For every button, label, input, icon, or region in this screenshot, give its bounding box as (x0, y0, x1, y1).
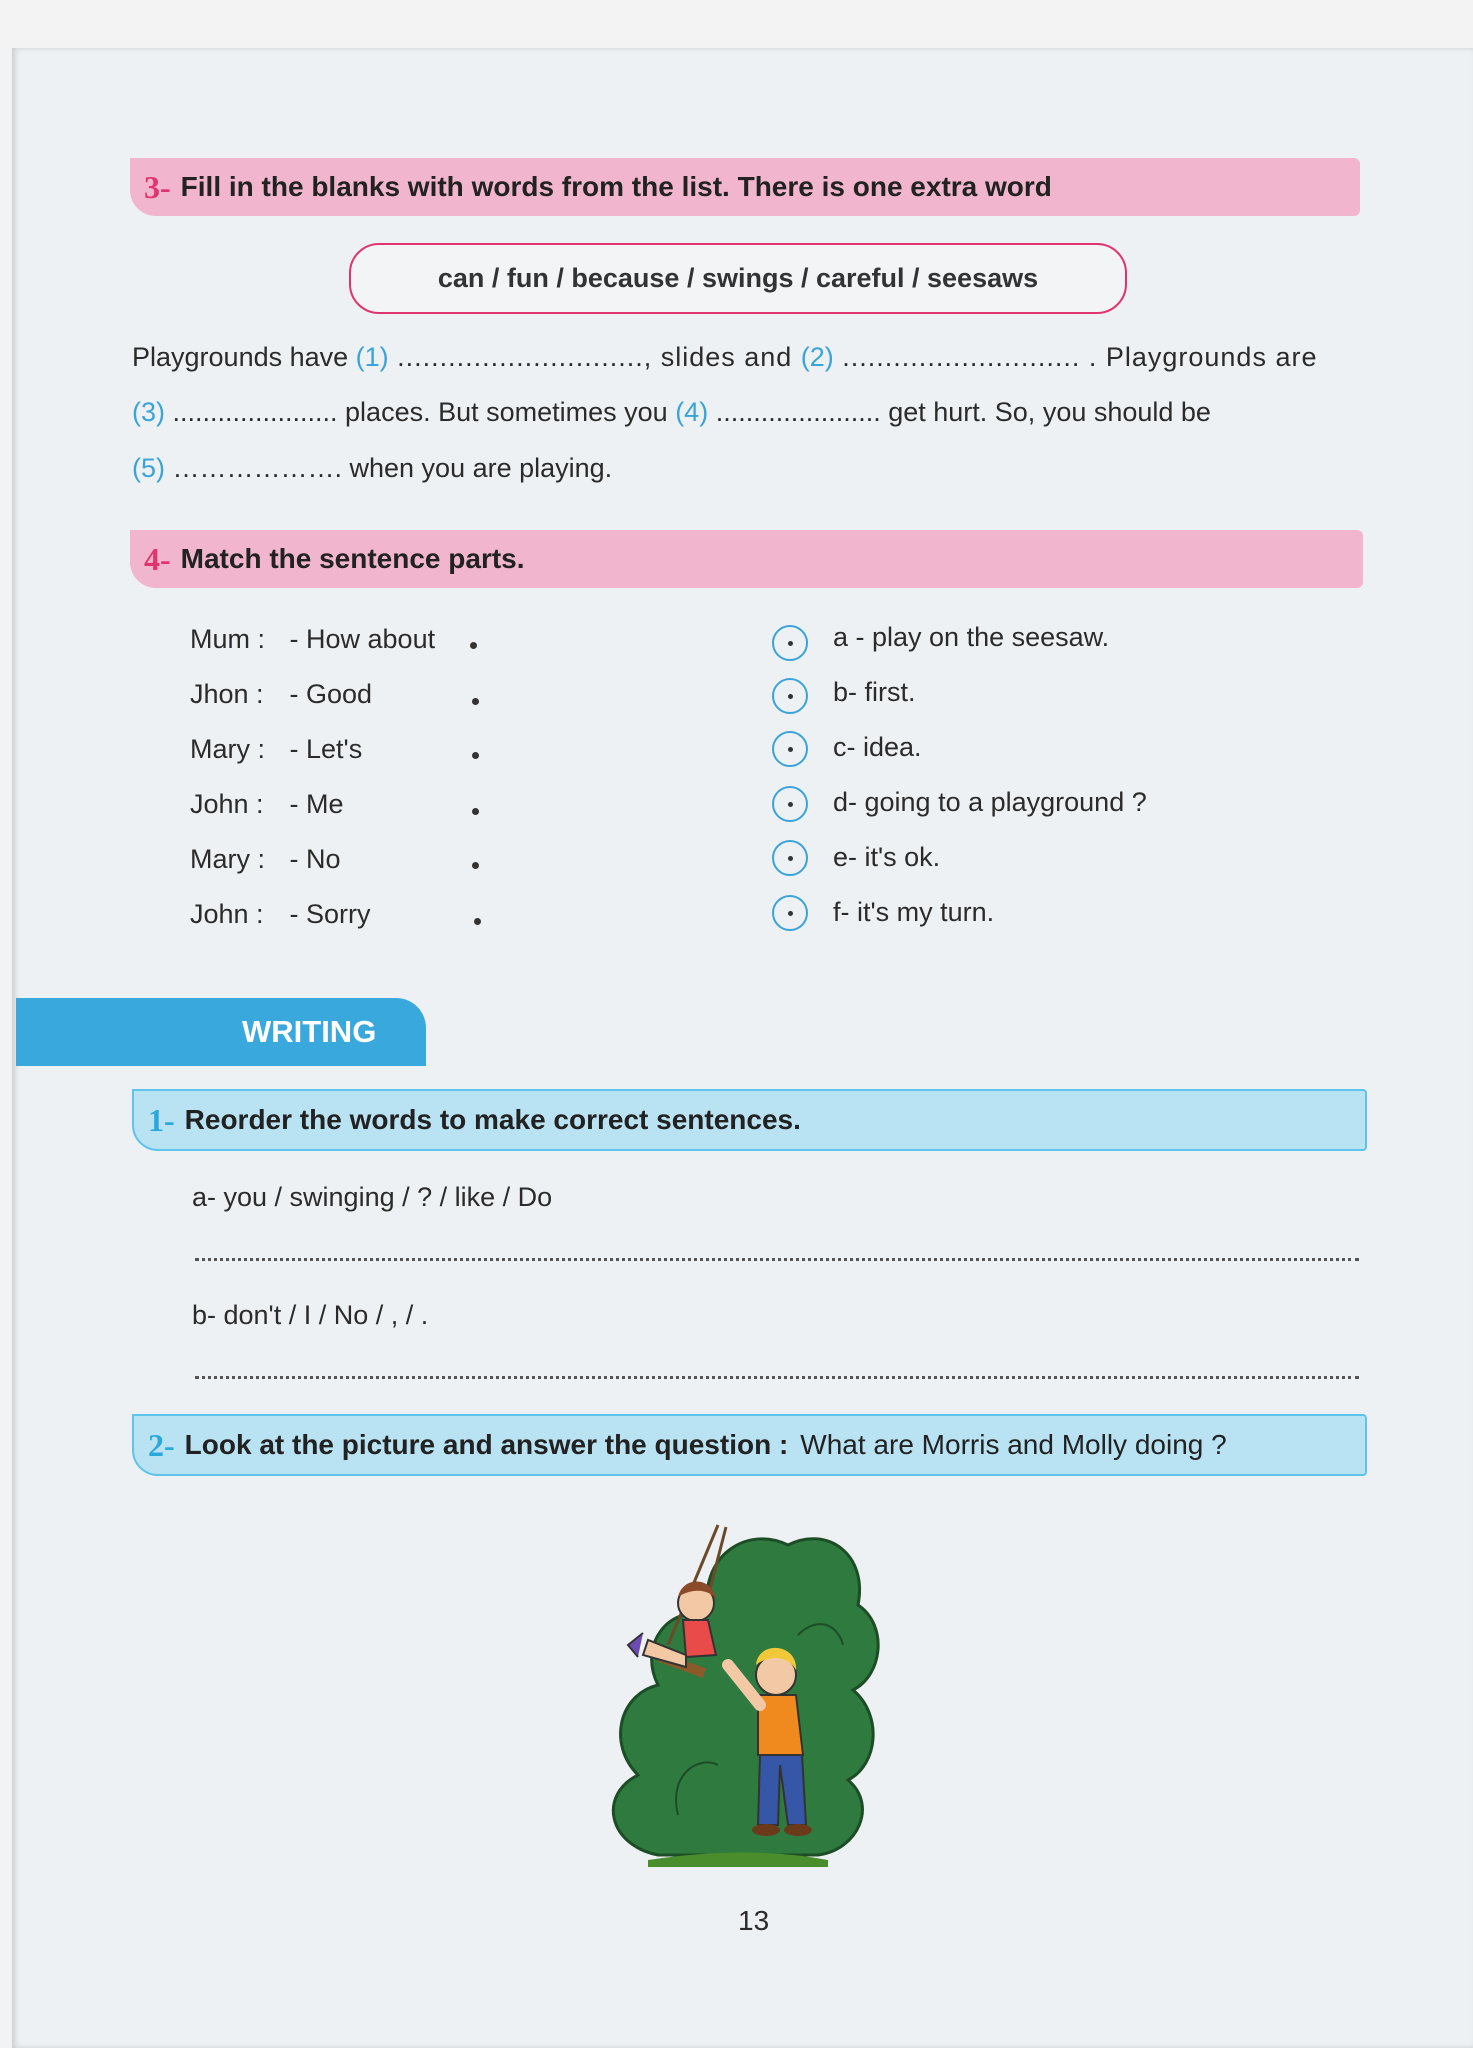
text: Playgrounds have (132, 342, 356, 372)
fill-line-1 (132, 342, 1317, 373)
writing-exercise-1-number: 1- (148, 1101, 175, 1138)
match-circle[interactable] (772, 678, 808, 714)
writing-exercise-2-question: What are Morris and Molly doing ? (800, 1429, 1227, 1460)
text: ………………. when you are playing. (165, 453, 613, 483)
match-circle[interactable] (772, 786, 808, 822)
reorder-item-b: b- don't / I / No / , / . (192, 1300, 429, 1330)
writing-section-title: WRITING (242, 1014, 377, 1049)
speaker: Mary : (190, 734, 266, 764)
reorder-item-a: a- you / swinging / ? / like / Do (192, 1182, 553, 1212)
match-circle[interactable] (772, 625, 808, 661)
match-left-item (190, 624, 435, 655)
speaker: Mum : (190, 624, 266, 654)
fill-line-3 (132, 453, 612, 484)
match-dot[interactable] (472, 698, 479, 705)
match-right-item: d- going to a playground ? (833, 787, 1147, 817)
sentence-part: - How about (289, 624, 436, 654)
children-swing-illustration (598, 1515, 888, 1875)
sentence-part: - Let's (289, 734, 363, 764)
text: ............................., slides and (388, 342, 801, 372)
fill-line-2 (132, 397, 1211, 428)
sentence-part: - Sorry (289, 899, 371, 929)
answer-line-a[interactable] (195, 1258, 1359, 1261)
match-right-item: f- it's my turn. (833, 897, 995, 927)
exercise-3-title: Fill in the blanks with words from the list. There is one extra word (180, 171, 1052, 202)
match-dot[interactable] (470, 642, 477, 649)
blank-number-2: (2) (800, 342, 834, 372)
writing-exercise-1-title: Reorder the words to make correct sentences. (184, 1104, 801, 1135)
writing-exercise-2-header (132, 1414, 1367, 1476)
blank-number-3: (3) (132, 397, 165, 427)
answer-line-b[interactable] (195, 1376, 1359, 1379)
match-circle[interactable] (772, 895, 808, 931)
exercise-4-number: 4- (144, 540, 171, 577)
writing-exercise-2-title: Look at the picture and answer the question : (184, 1429, 789, 1460)
writing-section-tab (16, 998, 426, 1066)
speaker: Mary : (190, 844, 266, 874)
match-right-item: c- idea. (833, 732, 922, 762)
sentence-part: - Good (289, 679, 373, 709)
match-dot[interactable] (472, 752, 479, 759)
match-right-item: b- first. (833, 677, 916, 707)
speaker: Jhon : (190, 679, 264, 709)
exercise-3-number: 3- (144, 168, 171, 205)
exercise-4-title: Match the sentence parts. (180, 543, 525, 574)
match-left-item (190, 789, 344, 820)
exercise-4-header (130, 530, 1363, 588)
sentence-part: - Me (289, 789, 344, 819)
match-right-item: e- it's ok. (833, 842, 941, 872)
writing-exercise-1-header (132, 1089, 1367, 1151)
text: ...................... get hurt. So, you should be (708, 397, 1211, 427)
match-dot[interactable] (474, 918, 481, 925)
exercise-3-header (130, 158, 1360, 216)
match-left-item (190, 844, 341, 875)
blank-number-5: (5) (132, 453, 165, 483)
speaker: John : (190, 789, 264, 819)
match-circle[interactable] (772, 731, 808, 767)
match-dot[interactable] (472, 808, 479, 815)
match-dot[interactable] (472, 862, 479, 869)
page-number: 13 (738, 1905, 770, 1936)
sentence-part: - No (289, 844, 341, 874)
word-list: can / fun / because / swings / careful / seesaws (437, 263, 1039, 293)
blank-number-4: (4) (675, 397, 709, 427)
match-circle[interactable] (772, 840, 808, 876)
speaker: John : (190, 899, 264, 929)
blank-number-1: (1) (355, 342, 389, 372)
writing-exercise-2-number: 2- (148, 1426, 175, 1463)
word-list-box (349, 243, 1127, 314)
text: ............................ . Playgrounds are (833, 342, 1318, 372)
match-left-item (190, 899, 371, 930)
match-left-item (190, 679, 372, 710)
match-left-item (190, 734, 362, 765)
match-right-item: a - play on the seesaw. (833, 622, 1110, 652)
text: ...................... places. But sometimes you (165, 397, 676, 427)
